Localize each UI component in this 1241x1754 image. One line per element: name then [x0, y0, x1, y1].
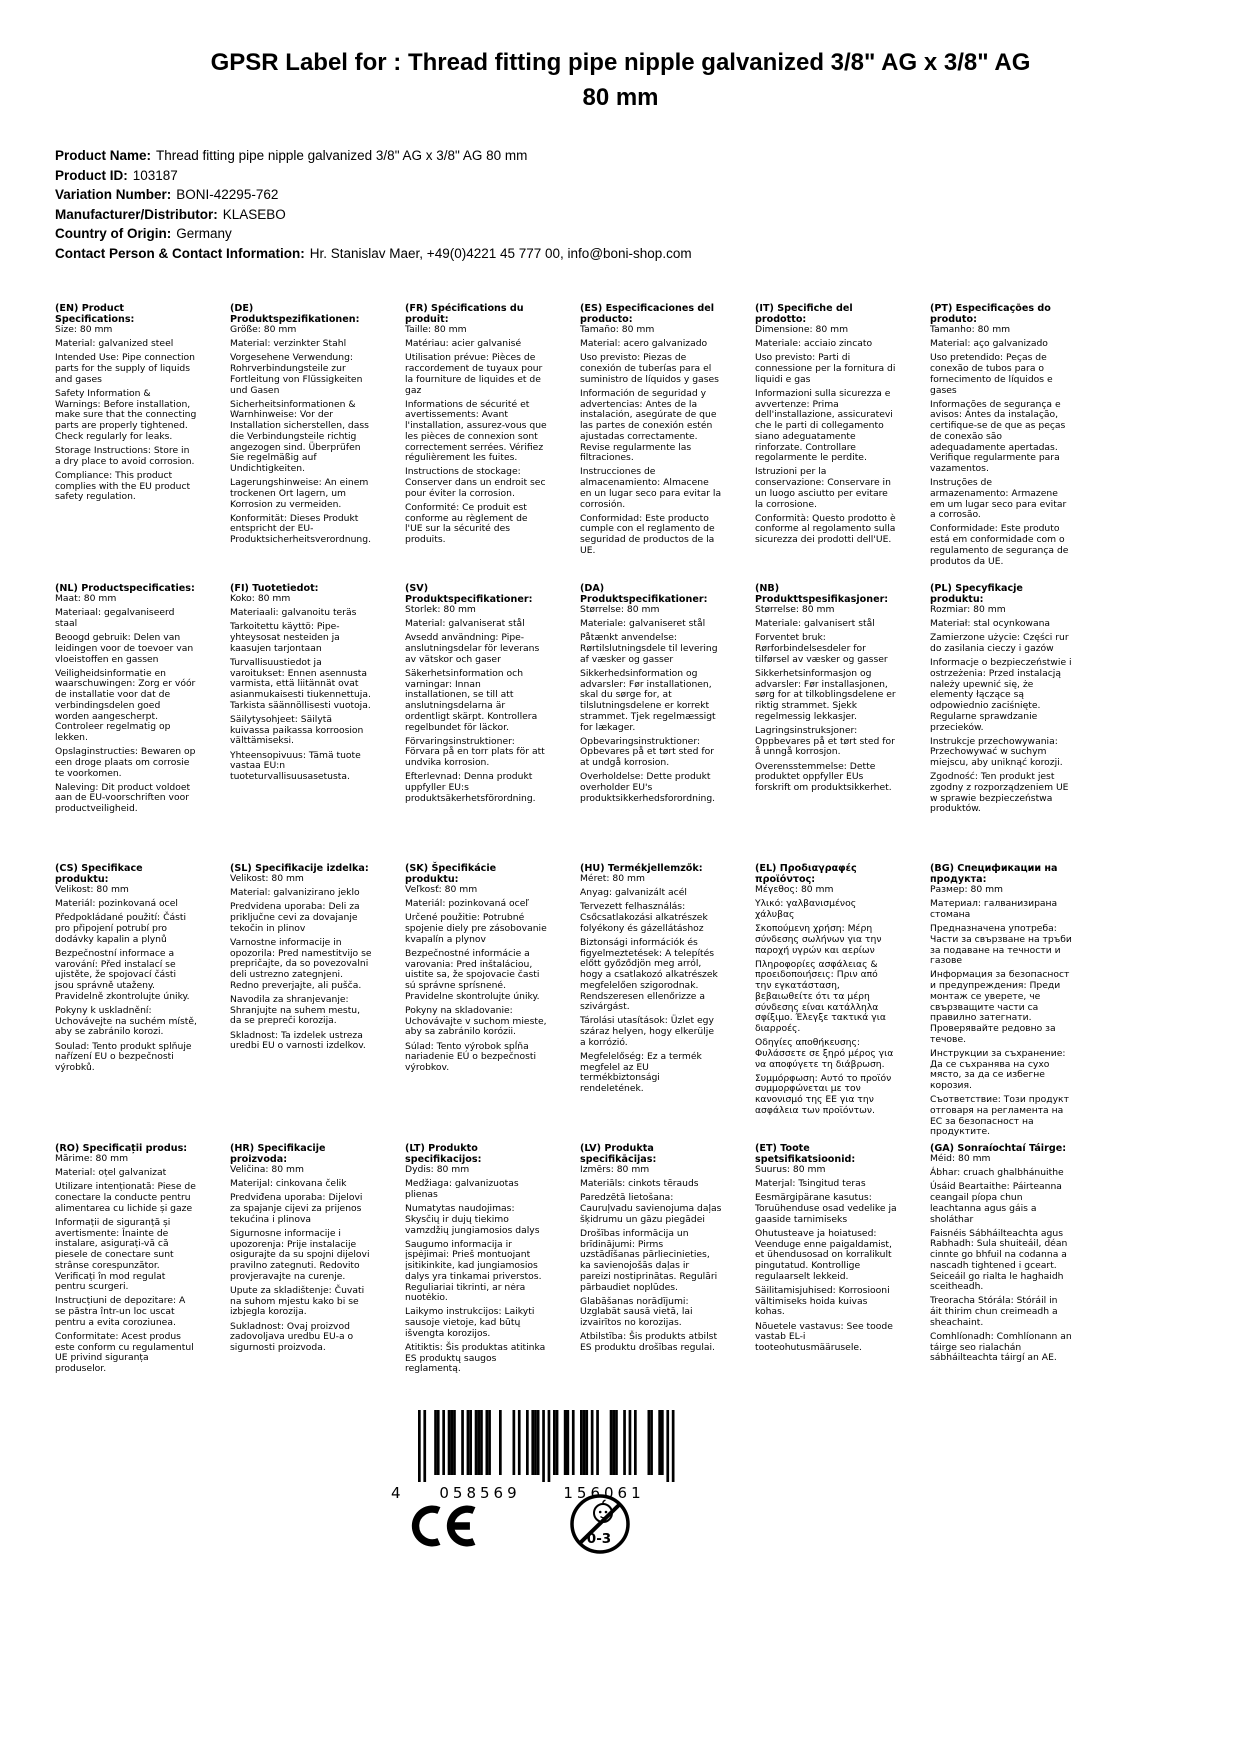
- spec-paragraph: Vorgesehene Verwendung: Rohrverbindungsteile zur Fortleitung von Flüssigkeiten und Gasen: [230, 352, 363, 396]
- spec-paragraph: Biztonsági információk és figyelmeztetések: A telepítés előtt győződjön meg arról, hogy a csatlakozó alkatrészek megfelelően szigorodnak. Rendszeresen ellenőrizze a szivárgást.: [580, 937, 718, 1013]
- product-info-label: Manufacturer/Distributor:: [55, 206, 218, 222]
- spec-paragraph: Opbevaringsinstruktioner: Opbevares på et tørt sted for at undgå korrosion.: [580, 735, 715, 769]
- spec-paragraph: Compliance: This product complies with the EU product safety regulation.: [55, 469, 191, 503]
- spec-paragraph: Méid: 80 mm: [930, 1153, 991, 1164]
- spec-paragraph: Utilizare intenționată: Piese de conectare la conducte pentru alimentarea cu lichide și gaze: [55, 1181, 196, 1214]
- spec-paragraph: Material: galvanized steel: [55, 338, 174, 350]
- spec-paragraph: Størrelse: 80 mm: [580, 604, 660, 615]
- spec-paragraph: Glabāšanas norādījumi: Uzglabāt sausā vietā, lai izvairītos no korozijas.: [580, 1295, 693, 1329]
- spec-paragraph: Instructions de stockage: Conserver dans un endroit sec pour éviter la corrosion.: [405, 466, 546, 499]
- product-info-label: Country of Origin:: [55, 226, 172, 241]
- spec-paragraph: Safety Information & Warnings: Before installation, make sure that the connecting parts are properly tightened. Check regularly for leaks.: [55, 388, 197, 442]
- spec-block-header: (SV) Produktspecifikationer:: [405, 583, 533, 605]
- spec-paragraph: Материал: галванизирана стомана: [930, 898, 1058, 920]
- spec-paragraph: Suurus: 80 mm: [755, 1164, 826, 1175]
- spec-paragraph: Съответствие: Този продукт отговаря на регламента на ЕС за безопасност на продуктите.: [930, 1094, 1069, 1138]
- spec-paragraph: Sikkerhetsinformasjon og advarsler: Før installasjonen, sørg for at tilkoblingsdelene er riktig strammet. Sjekk regelmessig lekkasjer.: [755, 668, 896, 722]
- spec-paragraph: Maat: 80 mm: [55, 593, 117, 604]
- spec-paragraph: Materiale: galvanisert stål: [755, 618, 875, 630]
- spec-block-lt: [405, 1143, 547, 1423]
- spec-paragraph: Инструкции за съхранение: Да се съхранява на сухо място, за да се избегне корозия.: [930, 1047, 1066, 1091]
- spec-paragraph: Σκοπούμενη χρήση: Μέρη σύνδεσης σωλήνων για την παροχή υγρών και αερίων: [755, 923, 882, 956]
- spec-block-header: (EL) Προδιαγραφές προϊόντος:: [755, 863, 857, 885]
- spec-block-fi: [230, 583, 372, 863]
- spec-paragraph: Instruções de armazenamento: Armazene em um lugar seco para evitar a corrosão.: [930, 477, 1067, 521]
- spec-paragraph: Súlad: Tento výrobok spĺňa nariadenie EÚ o bezpečnosti výrobkov.: [405, 1040, 537, 1074]
- product-info-label: Product ID:: [55, 167, 128, 183]
- spec-paragraph: Veiligheidsinformatie en waarschuwingen: Zorg er vóór de installatie voor dat de verbindingsdelen goed worden aangescherpt. Controleer regelmatig op lekken.: [55, 667, 196, 743]
- spec-paragraph: Συμμόρφωση: Αυτό το προϊόν συμμορφώνεται με τον κανονισμό της ΕΕ για την ασφάλεια των προϊόντων.: [755, 1072, 892, 1116]
- spec-paragraph: Pokyny k uskladnění: Uchovávejte na suchém místě, aby se zabránilo korozi.: [55, 1005, 197, 1038]
- spec-paragraph: Instrucțiuni de depozitare: A se păstra într-un loc uscat pentru a evita coroziunea.: [55, 1295, 186, 1328]
- spec-block-et: [755, 1143, 897, 1423]
- spec-paragraph: Numatytas naudojimas: Skysčių ir dujų tiekimo vamzdžių jungiamosios dalys: [405, 1203, 540, 1236]
- spec-paragraph: Sikkerhedsinformation og advarsler: Før installationen, skal du sørge for, at tilslutningsdelene er korrekt strammet. Tjek regelmæssigt for lækager.: [580, 668, 716, 733]
- product-info-value: 103187: [132, 167, 178, 183]
- spec-paragraph: Atbilstība: Šis produkts atbilst ES produktu drošības regulai.: [580, 1331, 718, 1354]
- spec-paragraph: Overholdelse: Dette produkt overholder EU's produktsikkerhedsforordning.: [580, 771, 716, 804]
- spec-paragraph: Rozmiar: 80 mm: [930, 604, 1006, 615]
- spec-paragraph: Velikost: 80 mm: [230, 873, 304, 884]
- spec-block-header: (EN) Product Specifications:: [55, 303, 135, 325]
- spec-paragraph: Velikost: 80 mm: [55, 884, 129, 895]
- spec-paragraph: Materijal: cinkovana čelik: [230, 1178, 347, 1190]
- spec-paragraph: Anyag: galvanizált acél: [580, 887, 687, 899]
- spec-paragraph: Bezpečnostní informace a varování: Před instalací se ujistěte, že spojovací části jsou správně utaženy. Pravidelně zkontrolujte úniky.: [55, 948, 190, 1002]
- spec-paragraph: Conformità: Questo prodotto è conforme al regolamento sulla sicurezza dei prodotti dell'UE.: [755, 512, 896, 546]
- spec-paragraph: Mărime: 80 mm: [55, 1153, 129, 1164]
- spec-paragraph: Informations de sécurité et avertissements: Avant l'installation, assurez-vous que les pièces de connexion sont correctement serrées. Vérifiez régulièrement les fuites.: [405, 398, 547, 464]
- spec-paragraph: Größe: 80 mm: [230, 324, 297, 335]
- product-info-value: Germany: [176, 226, 232, 241]
- spec-block-header: (GA) Sonraíochtaí Táirge:: [930, 1143, 1067, 1154]
- compliance-marks: [408, 1492, 632, 1556]
- product-info-row: [55, 205, 692, 225]
- spec-paragraph: Conformidade: Este produto está em conformidade com o regulamento de segurança de produtos da UE.: [930, 523, 1069, 567]
- spec-paragraph: Forventet bruk: Rørforbindelsesdeler for tilførsel av væsker og gasser: [755, 632, 888, 665]
- spec-paragraph: Určené použitie: Potrubné spojenie diely pre zásobovanie kvapalín a plynov: [405, 912, 547, 945]
- spec-paragraph: Megfelelőség: Ez a termék megfelel az EU termékbiztonsági rendeletének.: [580, 1051, 702, 1095]
- spec-paragraph: Υλικό: γαλβανισμένος χάλυβας: [755, 898, 857, 920]
- page-title: GPSR Label for : Thread fitting pipe nipple galvanized 3/8" AG x 3/8" AG 80 mm: [210, 49, 1031, 111]
- spec-paragraph: Méret: 80 mm: [580, 873, 645, 884]
- spec-paragraph: Navodila za shranjevanje: Shranjujte na suhem mestu, da se prepreči korozija.: [230, 994, 361, 1027]
- spec-paragraph: Úsáid Beartaithe: Páirteanna ceangail píopa chun leachtanna agus gáis a sholáthar: [930, 1181, 1062, 1225]
- spec-block-header: (DE) Produktspezifikationen:: [230, 303, 360, 325]
- spec-paragraph: Οδηγίες αποθήκευσης: Φυλάσσετε σε ξηρό μέρος για να αποφύγετε τη διάβρωση.: [755, 1037, 894, 1070]
- spec-paragraph: Tervezett felhasználás: Csőcsatlakozási alkatrészek folyékony és gázellátáshoz: [580, 901, 708, 934]
- product-info-label: Contact Person & Contact Information:: [55, 245, 305, 261]
- spec-paragraph: Bezpečnostné informácie a varovania: Pred inštaláciou, uistite sa, že spojovacie časti sú správne sprísnené. Pravidelne skontrolujte úniky.: [405, 948, 540, 1002]
- spec-paragraph: Uso pretendido: Peças de conexão de tubos para o fornecimento de líquidos e gases: [930, 352, 1053, 396]
- spec-paragraph: Veľkosť: 80 mm: [405, 884, 478, 895]
- spec-paragraph: Instrucciones de almacenamiento: Almacene en un lugar seco para evitar la corrosión.: [580, 466, 722, 510]
- spec-paragraph: Instrukcje przechowywania: Przechowywać w suchym miejscu, aby uniknąć korozji.: [930, 735, 1063, 769]
- spec-block-nb: [755, 583, 897, 863]
- spec-block-ga: [930, 1143, 1072, 1423]
- spec-paragraph: Drošības informācija un brīdinājumi: Pirms uzstādīšanas pārliecinieties, ka savienojošās daļas ir pareizi nostiprinātas. Regulāri pārbaudiet noplūdes.: [580, 1228, 718, 1293]
- spec-paragraph: Materiál: pozinkovaná ocel: [55, 898, 178, 910]
- spec-block-header: (IT) Specifiche del prodotto:: [755, 303, 853, 325]
- spec-paragraph: Información de seguridad y advertencias: Antes de la instalación, asegúrate de que las partes de conexión estén ajustadas correctamente. Revise regularmente las filtraciones.: [580, 388, 717, 464]
- spec-paragraph: Tamaño: 80 mm: [580, 324, 655, 335]
- product-info-value: Hr. Stanislav Maer, +49(0)4221 45 777 00, info@boni-shop.com: [309, 245, 692, 261]
- product-info-row: [55, 224, 692, 244]
- product-info-label: Product Name:: [55, 148, 152, 163]
- spec-paragraph: Beoogd gebruik: Delen van leidingen voor de toevoer van vloeistoffen en gassen: [55, 632, 194, 665]
- spec-paragraph: Naleving: Dit product voldoet aan de EU-voorschriften voor productveiligheid.: [55, 781, 191, 815]
- spec-block-header: (PT) Especificações do produto:: [930, 303, 1051, 325]
- spec-paragraph: Comhlíonadh: Comhlíonann an táirge seo rialachán sábháilteachta táirgí an AE.: [930, 1331, 1072, 1364]
- spec-paragraph: Conformitate: Acest produs este conform cu regulamentul UE privind siguranța produselor.: [55, 1331, 194, 1375]
- spec-paragraph: Eesmärgipärane kasutus: Toruühenduse osad vedelike ja gaaside tarnimiseks: [755, 1192, 897, 1225]
- spec-block-bg: [930, 863, 1072, 1143]
- spec-paragraph: Yhteensopivuus: Tämä tuote vastaa EU:n tuoteturvallisuusasetusta.: [230, 749, 361, 783]
- spec-paragraph: Soulad: Tento produkt splňuje nařízení EU o bezpečnosti výrobků.: [55, 1040, 192, 1074]
- spec-paragraph: Istruzioni per la conservazione: Conservare in un luogo asciutto per evitare la corrosione.: [755, 466, 891, 510]
- spec-paragraph: Materiał: stal ocynkowana: [930, 618, 1051, 630]
- spec-paragraph: Μέγεθος: 80 mm: [755, 884, 834, 895]
- spec-paragraph: Faisnéis Sábháilteachta agus Rabhadh: Sula shuiteáil, déan cinnte go bhfuil na codanna a nascadh tightened i gceart. Seiceáil go rialta le haghaidh sceitheadh.: [930, 1227, 1068, 1293]
- spec-paragraph: Material: verzinkter Stahl: [230, 338, 347, 350]
- spec-paragraph: Utilisation prévue: Pièces de raccordement de tuyaux pour la fourniture de liquides et de gaz: [405, 352, 543, 396]
- spec-paragraph: Zgodność: Ten produkt jest zgodny z rozporządzeniem UE w sprawie bezpieczeństwa produktów.: [930, 771, 1069, 815]
- spec-block-header: (LT) Produkto specifikacijos:: [405, 1143, 482, 1165]
- spec-paragraph: Overensstemmelse: Dette produktet oppfyller EUs forskrift om produktsikkerhet.: [755, 760, 892, 794]
- spec-block-ro: [55, 1143, 197, 1423]
- spec-paragraph: Veličina: 80 mm: [230, 1164, 304, 1175]
- barcode-digit-group: 4: [391, 1484, 401, 1502]
- spec-block-da: [580, 583, 722, 863]
- spec-paragraph: Medžiaga: galvanizuotas plienas: [405, 1178, 519, 1200]
- spec-paragraph: Tárolási utasítások: Üzlet egy száraz helyen, hogy elkerülje a korrózió.: [580, 1015, 715, 1048]
- spec-paragraph: Matériau: acier galvanisé: [405, 338, 522, 350]
- spec-block-hu: [580, 863, 722, 1143]
- spec-paragraph: Lagringsinstruksjoner: Oppbevares på et tørt sted for å unngå korrosjon.: [755, 725, 895, 758]
- spec-paragraph: Izmērs: 80 mm: [580, 1164, 650, 1175]
- spec-block-header: (NL) Productspecificaties:: [55, 583, 195, 594]
- spec-block-header: (ET) Toote spetsifikatsioonid:: [755, 1143, 856, 1165]
- spec-paragraph: Saugumo informacija ir įspėjimai: Prieš montuojant įsitikinkite, kad jungiamosios dalys yra tinkamai priverstos. Reguliariai tikrinti, ar nėra nuotėkio.: [405, 1238, 542, 1304]
- spec-paragraph: Conformidad: Este producto cumple con el reglamento de seguridad de productos de la UE.: [580, 512, 715, 556]
- spec-paragraph: Dimensione: 80 mm: [755, 324, 849, 335]
- spec-paragraph: Materiaali: galvanoitu teräs: [230, 607, 357, 619]
- spec-block-en: [55, 303, 197, 583]
- spec-paragraph: Opslaginstructies: Bewaren op een droge plaats om corrosie te voorkomen.: [55, 746, 196, 779]
- spec-grid: [55, 303, 1072, 1423]
- spec-paragraph: Koko: 80 mm: [230, 593, 291, 604]
- spec-paragraph: Material: oțel galvanizat: [55, 1167, 167, 1179]
- spec-paragraph: Treoracha Stórála: Stóráil in áit thirim chun creimeadh a sheachaint.: [930, 1295, 1058, 1328]
- spec-paragraph: Informații de siguranță și avertismente: Înainte de instalare, asigurați-vă că piesele de conectare sunt strânse corespunzător. Verificați în mod regulat pentru scurgeri.: [55, 1217, 174, 1293]
- spec-block-header: (SL) Specifikacije izdelka:: [230, 863, 369, 874]
- spec-paragraph: Πληροφορίες ασφάλειας & προειδοποιήσεις: Πριν από την εγκατάσταση, βεβαιωθείτε ότι τα μέρη σύνδεσης είναι κατάλληλα σφίξιμο. Έλεγξε τακτικά για διαρροές.: [755, 958, 886, 1034]
- spec-block-header: (DA) Produktspecifikationer:: [580, 583, 708, 605]
- spec-block-header: (HR) Specifikacije proizvoda:: [230, 1143, 326, 1165]
- product-info-row: [55, 146, 692, 166]
- spec-paragraph: Laikymo instrukcijos: Laikyti sausoje vietoje, kad būtų išvengta korozijos.: [405, 1306, 535, 1339]
- spec-paragraph: Sigurnosne informacije i upozorenja: Prije instalacije osigurajte da su spojni dijelovi pravilno zategnuti. Redovito provjeravajte na curenje.: [230, 1228, 370, 1282]
- spec-paragraph: Size: 80 mm: [55, 324, 113, 335]
- spec-paragraph: Materiál: pozinkovaná oceľ: [405, 898, 529, 910]
- spec-block-sl: [230, 863, 372, 1143]
- spec-paragraph: Størrelse: 80 mm: [755, 604, 835, 615]
- spec-paragraph: Säilitamisjuhised: Korrosiooni vältimiseks hoida kuivas kohas.: [755, 1285, 890, 1318]
- spec-paragraph: Uso previsto: Parti di connessione per la fornitura di liquidi e gas: [755, 352, 896, 385]
- spec-block-nl: [55, 583, 197, 863]
- spec-paragraph: Uso previsto: Piezas de conexión de tuberías para el suministro de líquidos y gases: [580, 352, 719, 385]
- spec-paragraph: Varnostne informacije in opozorila: Pred namestitvijo se prepričajte, da so povezovalni deli ustrezno zategnjeni. Redno preverjajte, ali pušča.: [230, 937, 372, 991]
- spec-paragraph: Предназначена употреба: Части за свързване на тръби за подаване на течности и газове: [930, 923, 1072, 967]
- spec-block-header: (HU) Termékjellemzők:: [580, 863, 703, 874]
- spec-block-fr: [405, 303, 547, 583]
- spec-paragraph: Pokyny na skladovanie: Uchovávajte v suchom mieste, aby sa zabránilo korózii.: [405, 1005, 547, 1038]
- spec-paragraph: Förvaringsinstruktioner: Förvara på en torr plats för att undvika korrosion.: [405, 735, 545, 769]
- spec-paragraph: Material: acero galvanizado: [580, 338, 708, 350]
- spec-paragraph: Tamanho: 80 mm: [930, 324, 1011, 335]
- spec-block-header: (LV) Produkta specifikācijas:: [580, 1143, 657, 1165]
- spec-paragraph: Předpokládané použití: Části pro připojení potrubí pro dodávky kapalin a plynů: [55, 912, 187, 945]
- age-warning-label: 0-3: [586, 1531, 612, 1547]
- spec-paragraph: Material: aço galvanizado: [930, 338, 1048, 350]
- spec-paragraph: Ábhar: cruach ghalbhánuithe: [930, 1167, 1064, 1179]
- spec-block-header: (ES) Especificaciones del producto:: [580, 303, 715, 325]
- spec-paragraph: Zamierzone użycie: Części rur do zasilania cieczy i gazów: [930, 632, 1069, 655]
- spec-paragraph: Skladnost: Ta izdelek ustreza uredbi EU o varnosti izdelkov.: [230, 1029, 366, 1052]
- spec-block-de: [230, 303, 372, 583]
- spec-paragraph: Conformité: Ce produit est conforme au règlement de l'UE sur la sécurité des produits.: [405, 502, 528, 546]
- barcode-digit-group: 156061: [563, 1484, 645, 1502]
- spec-block-header: (BG) Спецификации на продукта:: [930, 863, 1058, 885]
- spec-paragraph: Säkerhetsinformation och varningar: Innan installationen, se till att anslutningsdelarna är ordentligt skärpt. Kontrollera regelbundet för läckor.: [405, 668, 538, 733]
- spec-paragraph: Predvidena uporaba: Deli za priključne cevi za dovajanje tekočin in plinov: [230, 901, 360, 934]
- spec-paragraph: Dydis: 80 mm: [405, 1164, 470, 1175]
- spec-paragraph: Upute za skladištenje: Čuvati na suhom mjestu kako bi se izbjegla korozija.: [230, 1285, 365, 1318]
- spec-block-header: (FR) Spécifications du produit:: [405, 303, 524, 325]
- spec-paragraph: Säilytysohjeet: Säilytä kuivassa paikassa korroosion välttämiseksi.: [230, 714, 364, 747]
- spec-paragraph: Materiale: acciaio zincato: [755, 338, 873, 350]
- spec-block-it: [755, 303, 897, 583]
- spec-paragraph: Material: galvanizirano jeklo: [230, 887, 360, 899]
- spec-paragraph: Materiale: galvaniseret stål: [580, 618, 706, 630]
- spec-paragraph: Materiāls: cinkots tērauds: [580, 1178, 699, 1190]
- product-info-row: [55, 185, 692, 205]
- spec-block-cs: [55, 863, 197, 1143]
- spec-paragraph: Информация за безопасност и предупреждения: Преди монтаж се уверете, че свързващите части са правилно затегнати. Проверявайте редовно за течове.: [930, 969, 1070, 1045]
- spec-paragraph: Размер: 80 mm: [930, 884, 1003, 895]
- spec-paragraph: Avsedd användning: Pipe-anslutningsdelar för leverans av vätskor och gaser: [405, 632, 540, 665]
- spec-paragraph: Atitiktis: Šis produktas atitinka ES produktų saugos reglamentą.: [405, 1342, 546, 1375]
- spec-block-sk: [405, 863, 547, 1143]
- product-info-value: KLASEBO: [222, 206, 286, 222]
- spec-paragraph: Informações de segurança e avisos: Antes da instalação, certifique-se de que as peças de conexão são adequadamente apertadas. Verifique regularmente para vazamentos.: [930, 398, 1066, 474]
- barcode-digit-group: 058569: [439, 1484, 521, 1502]
- spec-paragraph: Konformität: Dieses Produkt entspricht der EU-Produktsicherheitsverordnung.: [230, 512, 372, 546]
- spec-paragraph: Storage Instructions: Store in a dry place to avoid corrosion.: [55, 445, 195, 467]
- ce-mark-icon: [408, 1504, 478, 1548]
- barcode: [391, 1410, 681, 1502]
- spec-paragraph: Turvallisuustiedot ja varoitukset: Ennen asennusta varmista, että liitännät ovat asianmukaisesti tiukennettuja. Tarkista säännöllisesti vuotoja.: [230, 657, 371, 711]
- spec-paragraph: Tarkoitettu käyttö: Pipe-yhteysosat nesteiden ja kaasujen tarjontaan: [230, 621, 340, 654]
- spec-paragraph: Materiaal: gegalvaniseerd staal: [55, 607, 175, 629]
- ean13-barcode: [418, 1410, 675, 1482]
- spec-block-header: (FI) Tuotetiedot:: [230, 583, 319, 594]
- product-info-value: BONI-42295-762: [176, 187, 279, 202]
- spec-block-pt: [930, 303, 1072, 583]
- spec-block-sv: [405, 583, 547, 863]
- spec-paragraph: Intended Use: Pipe connection parts for the supply of liquids and gases: [55, 352, 195, 385]
- spec-paragraph: Material: galvaniserat stål: [405, 618, 525, 630]
- spec-paragraph: Materjal: Tsingitud teras: [755, 1178, 866, 1190]
- spec-paragraph: Efterlevnad: Denna produkt uppfyller EU:s produktsäkerhetsförordning.: [405, 771, 536, 804]
- spec-paragraph: Nõuetele vastavus: See toode vastab EL-i tooteohutusmäärusele.: [755, 1320, 893, 1354]
- spec-block-el: [755, 863, 897, 1143]
- spec-paragraph: Lagerungshinweise: An einem trockenen Ort lagern, um Korrosion zu vermeiden.: [230, 477, 369, 510]
- product-info: [55, 146, 692, 263]
- spec-paragraph: Taille: 80 mm: [405, 324, 467, 335]
- spec-paragraph: Påtænkt anvendelse: Rørtilslutningsdele til levering af væsker og gasser: [580, 632, 718, 665]
- spec-paragraph: Predviđena uporaba: Dijelovi za spajanje cijevi za prijenos tekućina i plinova: [230, 1192, 363, 1225]
- spec-block-header: (SK) Špecifikácie produktu:: [405, 863, 497, 885]
- spec-block-es: [580, 303, 722, 583]
- spec-paragraph: Informacje o bezpieczeństwie i ostrzeżenia: Przed instalacją należy upewnić się, że elementy łączące są odpowiednio zaciśnięte. Regularne sprawdzanie przecieków.: [930, 657, 1072, 733]
- spec-paragraph: Informazioni sulla sicurezza e avvertenze: Prima dell'installazione, assicuratevi che le parti di collegamento siano adeguatamente rinforzate. Controllare regolarmente le perdite.: [755, 388, 893, 464]
- spec-paragraph: Storlek: 80 mm: [405, 604, 476, 615]
- spec-paragraph: Ohutusteave ja hoiatused: Veenduge enne paigaldamist, et ühendusosad on korralikult pingutatud. Kontrollige regulaarselt lekkeid.: [755, 1228, 892, 1282]
- spec-paragraph: Sukladnost: Ovaj proizvod zadovoljava uredbu EU-a o sigurnosti proizvoda.: [230, 1320, 354, 1354]
- spec-block-header: (PL) Specyfikacje produktu:: [930, 583, 1023, 605]
- spec-block-header: (CS) Specifikace produktu:: [55, 863, 143, 885]
- product-info-row: [55, 244, 692, 264]
- product-info-label: Variation Number:: [55, 187, 172, 202]
- spec-paragraph: Sicherheitsinformationen & Warnhinweise: Vor der Installation sicherstellen, dass die Verbindungsteile richtig angezogen sind. Überprüfen Sie regelmäßig auf Undichtigkeiten.: [230, 398, 369, 474]
- spec-block-pl: [930, 583, 1072, 863]
- spec-block-header: (RO) Specificații produs:: [55, 1143, 188, 1154]
- spec-block-lv: [580, 1143, 722, 1423]
- product-info-row: [55, 166, 692, 186]
- age-warning-icon: [568, 1492, 632, 1556]
- spec-block-hr: [230, 1143, 372, 1423]
- spec-block-header: (NB) Produkttspesifikasjoner:: [755, 583, 889, 605]
- spec-paragraph: Paredzētā lietošana: Cauruļvadu savienojuma daļas šķidrumu un gāzu piegādei: [580, 1192, 722, 1225]
- product-info-value: Thread fitting pipe nipple galvanized 3/8" AG x 3/8" AG 80 mm: [156, 148, 528, 163]
